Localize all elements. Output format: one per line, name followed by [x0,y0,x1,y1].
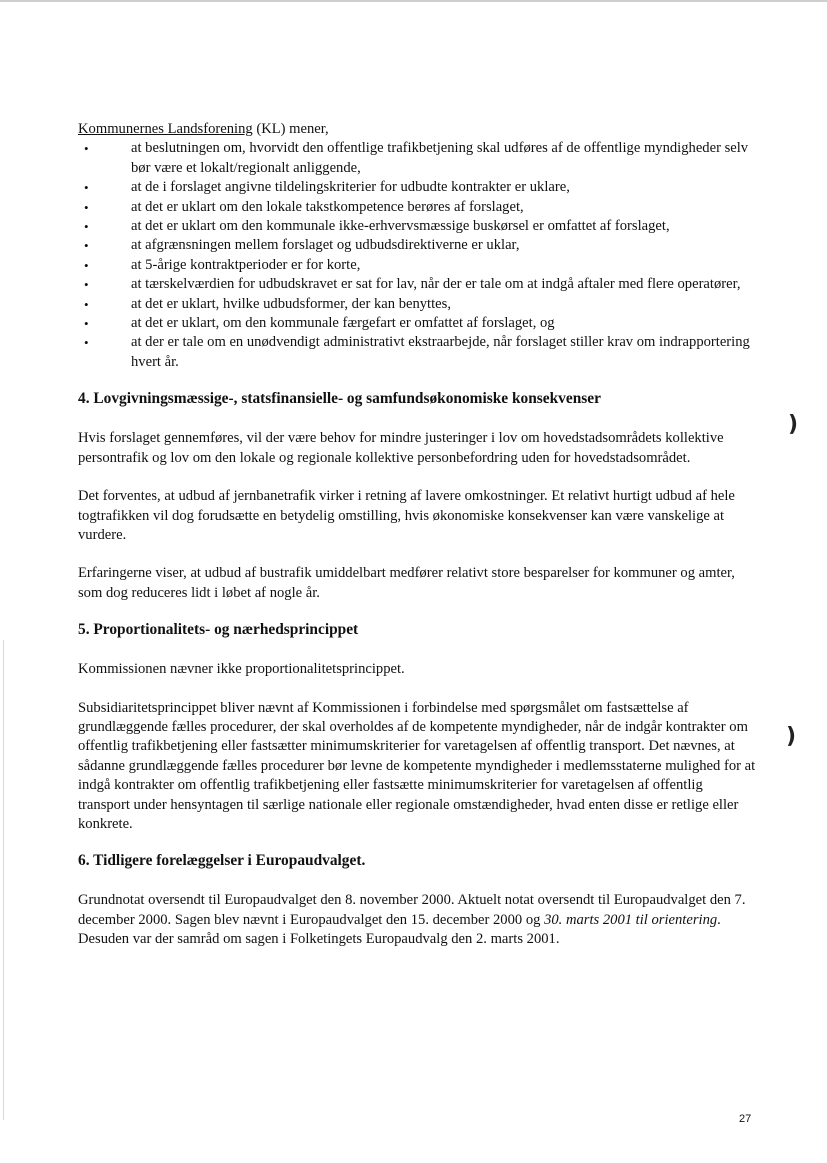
bullet-icon: • [84,238,89,254]
bullet-text: at de i forslaget angivne tildelingskriterier for udbudte kontrakter er uklare, [131,179,570,196]
section-4-paragraph-1: Hvis forslaget gennemføres, vil der være behov for mindre justeringer i lov om hovedstadsområdets kollektive persontrafik og lov om den lokale og regionale kollektive personbefordring uden for hovedstadsområdet. [78,430,724,466]
bullet-text: at afgrænsningen mellem forslaget og udbudsdirektiverne er uklar, [131,237,520,254]
bullet-icon: • [84,199,89,215]
document-page [78,120,758,950]
section-6-paragraph-1 [78,891,758,949]
section-6-text-b: . Desuden var der samråd om sagen i Folketingets Europaudvalg den 2. marts 2001. [78,911,721,948]
bullet-text: at det er uklart om den lokale takstkompetence berøres af forslaget, [131,198,524,215]
scan-left-edge [3,640,4,1120]
scan-top-edge [0,0,827,2]
section-6-italic-text: 30. marts 2001 til orientering [544,911,718,928]
section-6-text-a: Grundnotat oversendt til Europaudvalget den 8. november 2000. Aktuelt notat oversendt til Europaudvalget den 7. december 2000. Sagen blev nævnt i Europaudvalget den 15. december 2000 og [78,892,746,928]
section-6-heading: 6. Tidligere forelæggelser i Europaudvalget. [78,852,366,870]
section-4-heading: 4. Lovgivningsmæssige-, statsfinansielle- og samfundsøkonomiske konsekvenser [78,390,601,408]
bullet-text: at det er uklart om den kommunale ikke-erhvervsmæssige buskørsel er omfattet af forslaget, [131,218,670,235]
bullet-item [78,275,758,294]
bullet-text: at 5-årige kontraktperioder er for korte, [131,256,361,273]
intro-line [78,120,758,139]
bullet-icon: • [84,316,89,332]
bullet-text: at det er uklart, hvilke udbudsformer, der kan benyttes, [131,295,451,312]
bullet-icon: • [84,219,89,235]
section-5-heading: 5. Proportionalitets- og nærhedsprincippet [78,621,359,639]
bullet-item [78,333,758,372]
margin-bracket-mark-upper: ) [788,412,799,437]
section-5-paragraph-2: Subsidiaritetsprincippet bliver nævnt af Kommissionen i forbindelse med spørgsmålet om fastsættelse af grundlæggende fælles procedurer, der skal overholdes af de kompetente myndigheder, når de indgår kontrakter om offentlig trafikbetjening eller fastsætter minimumskriterier for varetagelsen af offentlig transport. Det nævnes, at sådanne grundlæggende fælles procedurer bør levne de kompetente myndigheder i medlemsstaterne mulighed for at indgå kontrakter om offentlig trafikbetjening eller fastsætte minimumskriterier for varetagelsen af offentlig transport under hensyntagen til særlige nationale eller regionale omstændigheder, hvad enten disse er retlige eller konkrete. [78,699,756,832]
bullet-item [78,139,758,178]
bullet-item [78,217,758,236]
bullet-text: at der er tale om en unødvendigt administrativt ekstraarbejde, når forslaget stiller krav om indrapportering hvert år. [131,334,750,370]
opinion-bullet-list [78,139,758,372]
bullet-text: at tærskelværdien for udbudskravet er sat for lav, når der er tale om at indgå aftaler med flere operatører, [131,276,741,293]
bullet-item [78,295,758,314]
intro-rest: (KL) mener, [252,121,329,137]
bullet-text: at det er uklart, om den kommunale færgefart er omfattet af forslaget, og [131,315,555,332]
bullet-icon: • [84,180,89,196]
section-5-paragraph-1: Kommissionen nævner ikke proportionalitetsprincippet. [78,661,405,678]
bullet-icon: • [84,257,89,273]
bullet-item [78,256,758,275]
page-number: 27 [739,1113,752,1125]
section-4-paragraph-3: Erfaringerne viser, at udbud af bustrafik umiddelbart medfører relativt store besparelser for kommuner og amter, som dog reduceres lidt i løbet af nogle år. [78,565,735,601]
bullet-item [78,314,758,333]
bullet-item [78,236,758,255]
section-4-paragraph-2: Det forventes, at udbud af jernbanetrafik virker i retning af lavere omkostninger. Et relativt hurtigt udbud af hele togtrafikken vil dog forudsætte en betydelig omstilling, hvis økonomiske konsekvenser kan være vanskelige at vurdere. [78,488,735,543]
bullet-icon: • [84,141,89,157]
margin-bracket-mark-lower: ) [786,724,797,749]
bullet-icon: • [84,335,89,351]
bullet-text: at beslutningen om, hvorvidt den offentlige trafikbetjening skal udføres af de offentlige myndigheder selv bør være et lokalt/regionalt anliggende, [131,140,749,176]
bullet-icon: • [84,296,89,312]
organization-name: Kommunernes Landsforening [78,121,253,137]
bullet-icon: • [84,277,89,293]
bullet-item [78,178,758,197]
bullet-item [78,198,758,217]
